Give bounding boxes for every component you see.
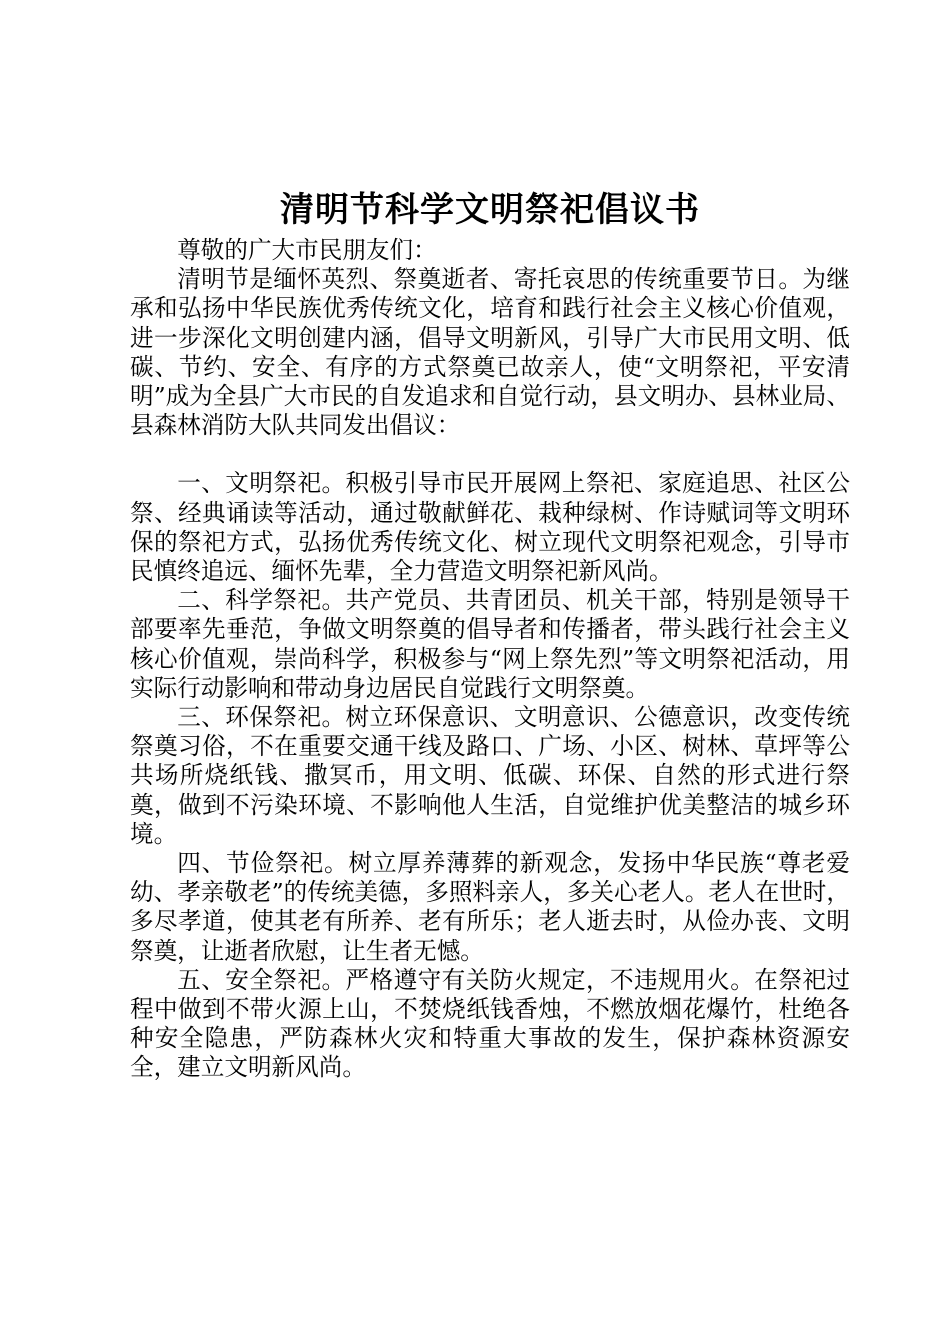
section-safe-sacrifice: 五、安全祭祀。严格遵守有关防火规定，不违规用火。在祭祀过程中做到不带火源上山，不焚烧纸钱香烛，不燃放烟花爆竹，杜绝各种安全隐患，严防森林火灾和特重大事故的发生，保护森林资源安全，建立文明新风尚。 xyxy=(130,965,850,1082)
document-title: 清明节科学文明祭祀倡议书 xyxy=(280,190,700,230)
section-frugal-sacrifice: 四、节俭祭祀。树立厚养薄葬的新观念，发扬中华民族“尊老爱幼、孝亲敬老”的传统美德，多照料亲人，多关心老人。老人在世时，多尽孝道，使其老有所养、老有所乐；老人逝去时，从俭办丧、文明祭奠，让逝者欣慰，让生者无憾。 xyxy=(130,849,850,965)
section-civilized-sacrifice: 一、文明祭祀。积极引导市民开展网上祭祀、家庭追思、社区公祭、经典诵读等活动，通过敬献鲜花、栽种绿树、作诗赋词等文明环保的祭祀方式，弘扬优秀传统文化、树立现代文明祭祀观念，引导市民慎终追远、缅怀先辈，全力营造文明祭祀新风尚。 xyxy=(130,469,850,586)
paragraph-gap xyxy=(130,440,850,469)
document-page xyxy=(130,184,850,1083)
salutation: 尊敬的广大市民朋友们： xyxy=(177,236,437,264)
intro-paragraph: 清明节是缅怀英烈、祭奠逝者、寄托哀思的传统重要节日。为继承和弘扬中华民族优秀传统文化，培育和践行社会主义核心价值观，进一步深化文明创建内涵，倡导文明新风，引导广大市民用文明、低碳、节约、安全、有序的方式祭奠已故亲人，使“文明祭祀，平安清明”成为全县广大市民的自发追求和自觉行动，县文明办、县林业局、县森林消防大队共同发出倡议： xyxy=(130,265,850,440)
section-eco-sacrifice: 三、环保祭祀。树立环保意识、文明意识、公德意识，改变传统祭奠习俗，不在重要交通干线及路口、广场、小区、树林、草坪等公共场所烧纸钱、撒冥币，用文明、低碳、环保、自然的形式进行祭奠，做到不污染环境、不影响他人生活，自觉维护优美整洁的城乡环境。 xyxy=(130,703,850,848)
section-scientific-sacrifice: 二、科学祭祀。共产党员、共青团员、机关干部，特别是领导干部要率先垂范，争做文明祭奠的倡导者和传播者，带头践行社会主义核心价值观，崇尚科学，积极参与“网上祭先烈”等文明祭祀活动，用实际行动影响和带动身边居民自觉践行文明祭奠。 xyxy=(130,586,850,702)
